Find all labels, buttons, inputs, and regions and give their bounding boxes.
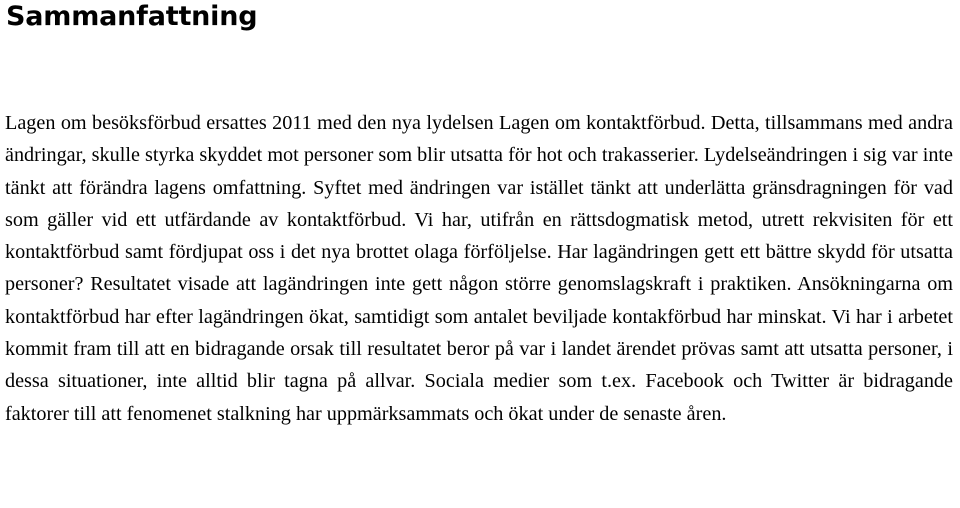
page-title: Sammanfattning: [6, 1, 258, 32]
summary-paragraph: Lagen om besöksförbud ersattes 2011 med den nya lydelsen Lagen om kontaktförbud. Detta, tillsammans med andra ändringar, skulle styrka skyddet mot personer som blir utsatta för hot och trakasserier. Lydelseändringen i sig var inte tänkt att förändra lagens omfattning. Syftet med ändringen var istället tänkt att underlätta gränsdragningen för vad som gäller vid ett utfärdande av kontaktförbud. Vi har, utifrån en rättsdogmatisk metod, utrett rekvisiten för ett kontaktförbud samt fördjupat oss i det nya brottet olaga förföljelse. Har lagändringen gett ett bättre skydd för utsatta personer? Resultatet visade att lagändringen inte gett någon större genomslagskraft i praktiken. Ansökningarna om kontaktförbud har efter lagändringen ökat, samtidigt som antalet beviljade kontakförbud har minskat. Vi har i arbetet kommit fram till att en bidragande orsak till resultatet beror på var i landet ärendet prövas samt att utsatta personer, i dessa situationer, inte alltid blir tagna på allvar. Sociala medier som t.ex. Facebook och Twitter är bidragande faktorer till att fenomenet stalkning har uppmärksammats och ökat under de senaste åren.: [5, 112, 953, 425]
